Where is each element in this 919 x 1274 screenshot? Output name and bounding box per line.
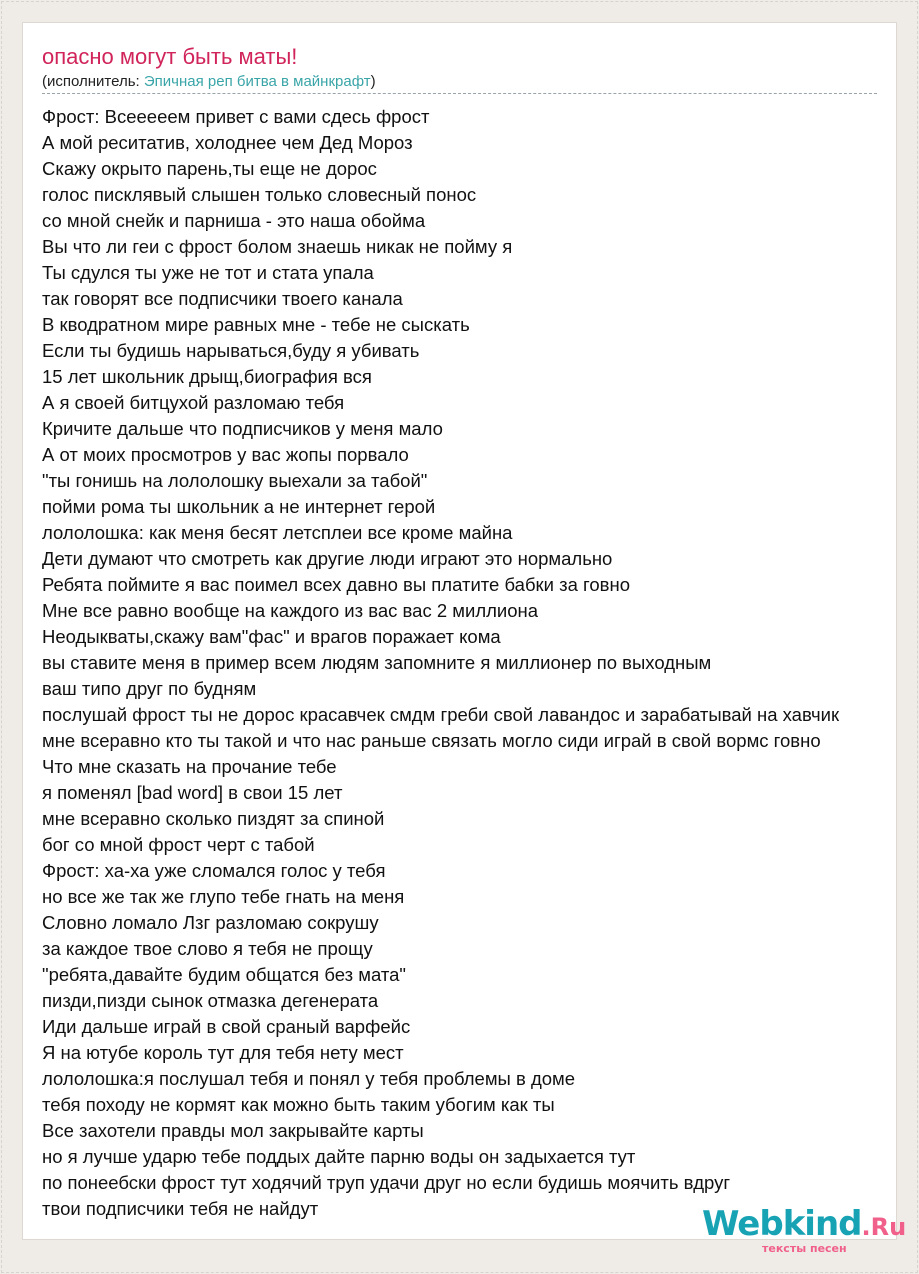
- lyric-line: я поменял [bad word] в свои 15 лет: [42, 782, 343, 803]
- lyric-line: вы ставите меня в пример всем людям запомните я миллионер по выходным: [42, 652, 712, 673]
- lyric-line: но все же так же глупо тебе гнать на меня: [42, 886, 405, 907]
- lyric-line: А от моих просмотров у вас жопы порвало: [42, 444, 409, 465]
- lyric-line: Фрост: ха-ха уже сломался голос у тебя: [42, 860, 386, 881]
- logo-tagline: тексты песен: [762, 1242, 847, 1255]
- lyric-line: Фрост: Всеееeем привет с вами сдесь фрост: [42, 106, 430, 127]
- artist-line: [42, 73, 376, 91]
- lyric-line: послушай фрост ты не дорос красавчек смдм греби свой лавандос и зарабатывай на хавчик: [42, 704, 840, 725]
- logo-main: Webkind: [702, 1204, 862, 1244]
- lyric-line: А я своей битцухой разломаю тебя: [42, 392, 345, 413]
- lyric-line: Дети думают что смотреть как другие люди играют это нормально: [42, 548, 613, 569]
- lyric-line: по понеебски фрост тут ходячий труп удачи друг но если будишь моячить вдруг: [42, 1172, 731, 1193]
- lyric-line: тебя походу не кормят как можно быть таким убогим как ты: [42, 1094, 555, 1115]
- song-title: опасно могут быть маты!: [42, 44, 298, 69]
- lyric-line: Если ты будишь нарываться,буду я убивать: [42, 340, 420, 361]
- lyric-line: Что мне сказать на прочание тебе: [42, 756, 337, 777]
- lyric-line: твои подписчики тебя не найдут: [42, 1198, 319, 1219]
- lyric-line: Словно ломало Лзг разломаю сокрушу: [42, 912, 379, 933]
- lyric-line: Ребята поймите я вас поимел всех давно вы платите бабки за говно: [42, 574, 630, 595]
- lyric-line: Кричите дальше что подписчиков у меня мало: [42, 418, 443, 439]
- lyrics-text: [42, 104, 839, 1222]
- lyric-line: Я на ютубе король тут для тебя нету мест: [42, 1042, 404, 1063]
- divider: [42, 93, 877, 94]
- lyric-line: голос писклявый слышен только словесный понос: [42, 184, 477, 205]
- lyric-line: 15 лет школьник дрыщ,биография вся: [42, 366, 372, 387]
- lyric-line: лололошка: как меня бесят летсплеи все кроме майна: [42, 522, 513, 543]
- lyric-line: Ты сдулся ты уже не тот и стата упала: [42, 262, 374, 283]
- lyric-line: Все захотели правды мол закрывайте карты: [42, 1120, 424, 1141]
- lyric-line: мне всеравно сколько пиздят за спиной: [42, 808, 385, 829]
- lyric-line: лололошка:я послушал тебя и понял у тебя проблемы в доме: [42, 1068, 576, 1089]
- lyric-line: "ребята,давайте будим общатся без мата": [42, 964, 406, 985]
- lyric-line: со мной снейк и парниша - это наша обойма: [42, 210, 426, 231]
- logo-tld: .Ru: [861, 1213, 907, 1241]
- lyric-line: Скажу окрыто парень,ты еще не дорос: [42, 158, 377, 179]
- lyric-line: Мне все равно вообще на каждого из вас вас 2 миллиона: [42, 600, 539, 621]
- artist-prefix: (исполнитель:: [42, 73, 144, 90]
- lyric-line: Неодыкваты,скажу вам"фас" и врагов поражает кома: [42, 626, 501, 647]
- lyric-line: Вы что ли геи с фрост болом знаешь никак не пойму я: [42, 236, 513, 257]
- artist-suffix: ): [370, 73, 376, 90]
- lyric-line: за каждое твое слово я тебя не прощу: [42, 938, 373, 959]
- lyric-line: Иди дальше играй в свой сраный варфейс: [42, 1016, 411, 1037]
- lyric-line: мне всеравно кто ты такой и что нас раньше связать могло сиди играй в свой вормс говно: [42, 730, 821, 751]
- lyric-line: ваш типо друг по будням: [42, 678, 257, 699]
- lyric-line: В кводратном мире равных мне - тебе не сыскать: [42, 314, 470, 335]
- lyric-line: А мой реситатив, холоднее чем Дед Мороз: [42, 132, 413, 153]
- lyric-line: но я лучше ударю тебе поддых дайте парню воды он задыхается тут: [42, 1146, 636, 1167]
- lyric-line: "ты гонишь на лололошку выехали за табой": [42, 470, 428, 491]
- site-logo[interactable]: [702, 1204, 907, 1255]
- artist-link[interactable]: Эпичная реп битва в майнкрафт: [143, 73, 371, 90]
- lyric-line: пизди,пизди сынок отмазка дегенерата: [42, 990, 379, 1011]
- lyric-line: так говорят все подписчики твоего канала: [42, 288, 403, 309]
- lyric-line: пойми рома ты школьник а не интернет герой: [42, 496, 436, 517]
- lyric-line: бог со мной фрост черт с табой: [42, 834, 315, 855]
